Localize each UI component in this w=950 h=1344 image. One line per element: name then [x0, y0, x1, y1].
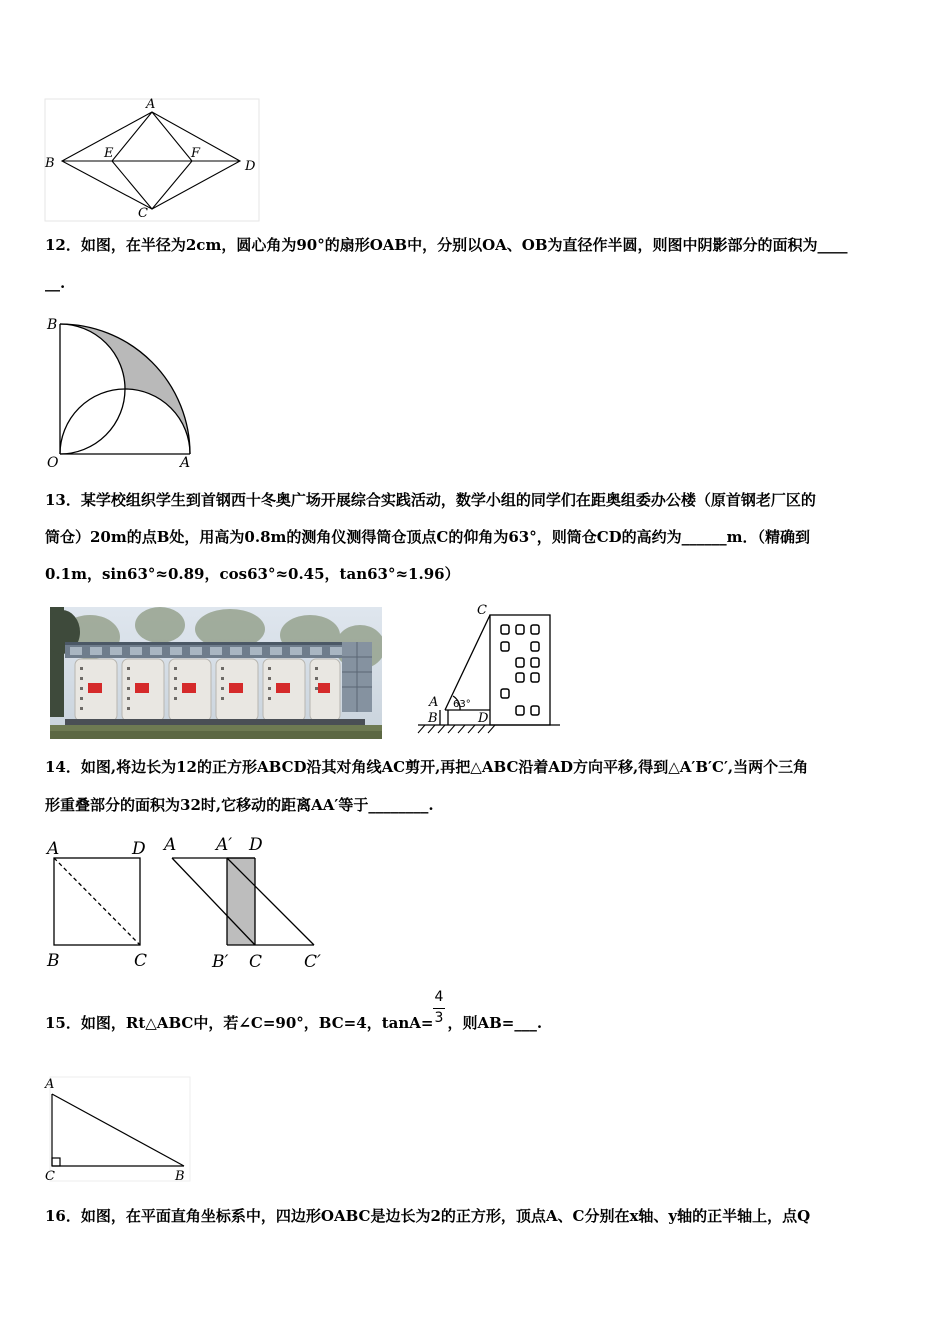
q12-line2: __.	[45, 274, 66, 292]
label-f: F	[191, 146, 201, 161]
label-c: C	[477, 603, 487, 618]
q16-line1: 16．如图，在平面直角坐标系中，四边形OABC是边长为2的正方形，顶点A、C分别在x轴、y轴的正半轴上，点Q	[45, 1207, 811, 1225]
label-b: B	[47, 317, 58, 333]
label-b: B	[428, 711, 438, 726]
figure-q13-silo	[410, 600, 570, 740]
label-b: B	[47, 951, 60, 971]
label-a2: A	[164, 835, 177, 855]
label-c: C	[45, 1169, 55, 1184]
figure-q15-triangle	[40, 1072, 195, 1187]
label-o: O	[47, 455, 59, 471]
label-b: B	[45, 156, 55, 171]
label-a: A	[146, 97, 156, 112]
q13-line2: 筒仓）20m的点B处，用高为0.8m的测角仪测得筒仓顶点C的仰角为63°，则筒仓CD的高约为______m．（精确到	[45, 528, 811, 546]
label-c2: C	[249, 952, 263, 972]
label-d: D	[478, 711, 489, 726]
figure-q12-sector	[42, 312, 202, 472]
label-d2: D	[249, 835, 263, 855]
label-a: A	[45, 1077, 55, 1092]
label-a: A	[47, 839, 60, 859]
fraction-numerator: 4	[434, 989, 444, 1005]
q14-line1: 14．如图,将边长为12的正方形ABCD沿其对角线AC剪开,再把△ABC沿着AD方向平移,得到△A′B′C′,当两个三角	[45, 758, 809, 776]
label-e: E	[104, 146, 114, 161]
fraction	[433, 989, 447, 1034]
fraction-denominator: 3	[434, 1010, 444, 1026]
q12-line1: 12．如图，在半径为2cm，圆心角为90°的扇形OAB中，分别以OA、OB为直径作半圆，则图中阴影部分的面积为____	[45, 236, 848, 254]
label-a: A	[180, 455, 191, 471]
label-d: D	[132, 839, 146, 859]
q15-suffix: ，则AB=___.	[447, 1014, 543, 1032]
label-c-prime: C′	[304, 952, 321, 972]
building-photo	[50, 607, 382, 739]
q13-line1: 13．某学校组织学生到首钢西十冬奥广场开展综合实践活动，数学小组的同学们在距奥组委办公楼（原首钢老厂区的	[45, 491, 816, 509]
label-c: C	[138, 206, 148, 221]
q15-line	[45, 989, 907, 1042]
label-a: A	[429, 695, 439, 710]
figure-q14-translation	[42, 830, 342, 975]
label-c: C	[134, 951, 148, 971]
q15-prefix: 15．如图，Rt△ABC中，若∠C=90°，BC=4，tanA=	[45, 1014, 434, 1032]
q13-line3: 0.1m，sin63°≈0.89，cos63°≈0.45，tan63°≈1.96）	[45, 565, 460, 583]
label-d: D	[245, 159, 256, 174]
angle-label: 63°	[453, 699, 471, 710]
label-b-prime: B′	[212, 952, 229, 972]
q14-line2: 形重叠部分的面积为32时,它移动的距离AA′等于________.	[45, 796, 434, 814]
figure-q11-rhombus	[40, 95, 265, 225]
label-a-prime: A′	[216, 835, 233, 855]
label-b: B	[175, 1169, 185, 1184]
